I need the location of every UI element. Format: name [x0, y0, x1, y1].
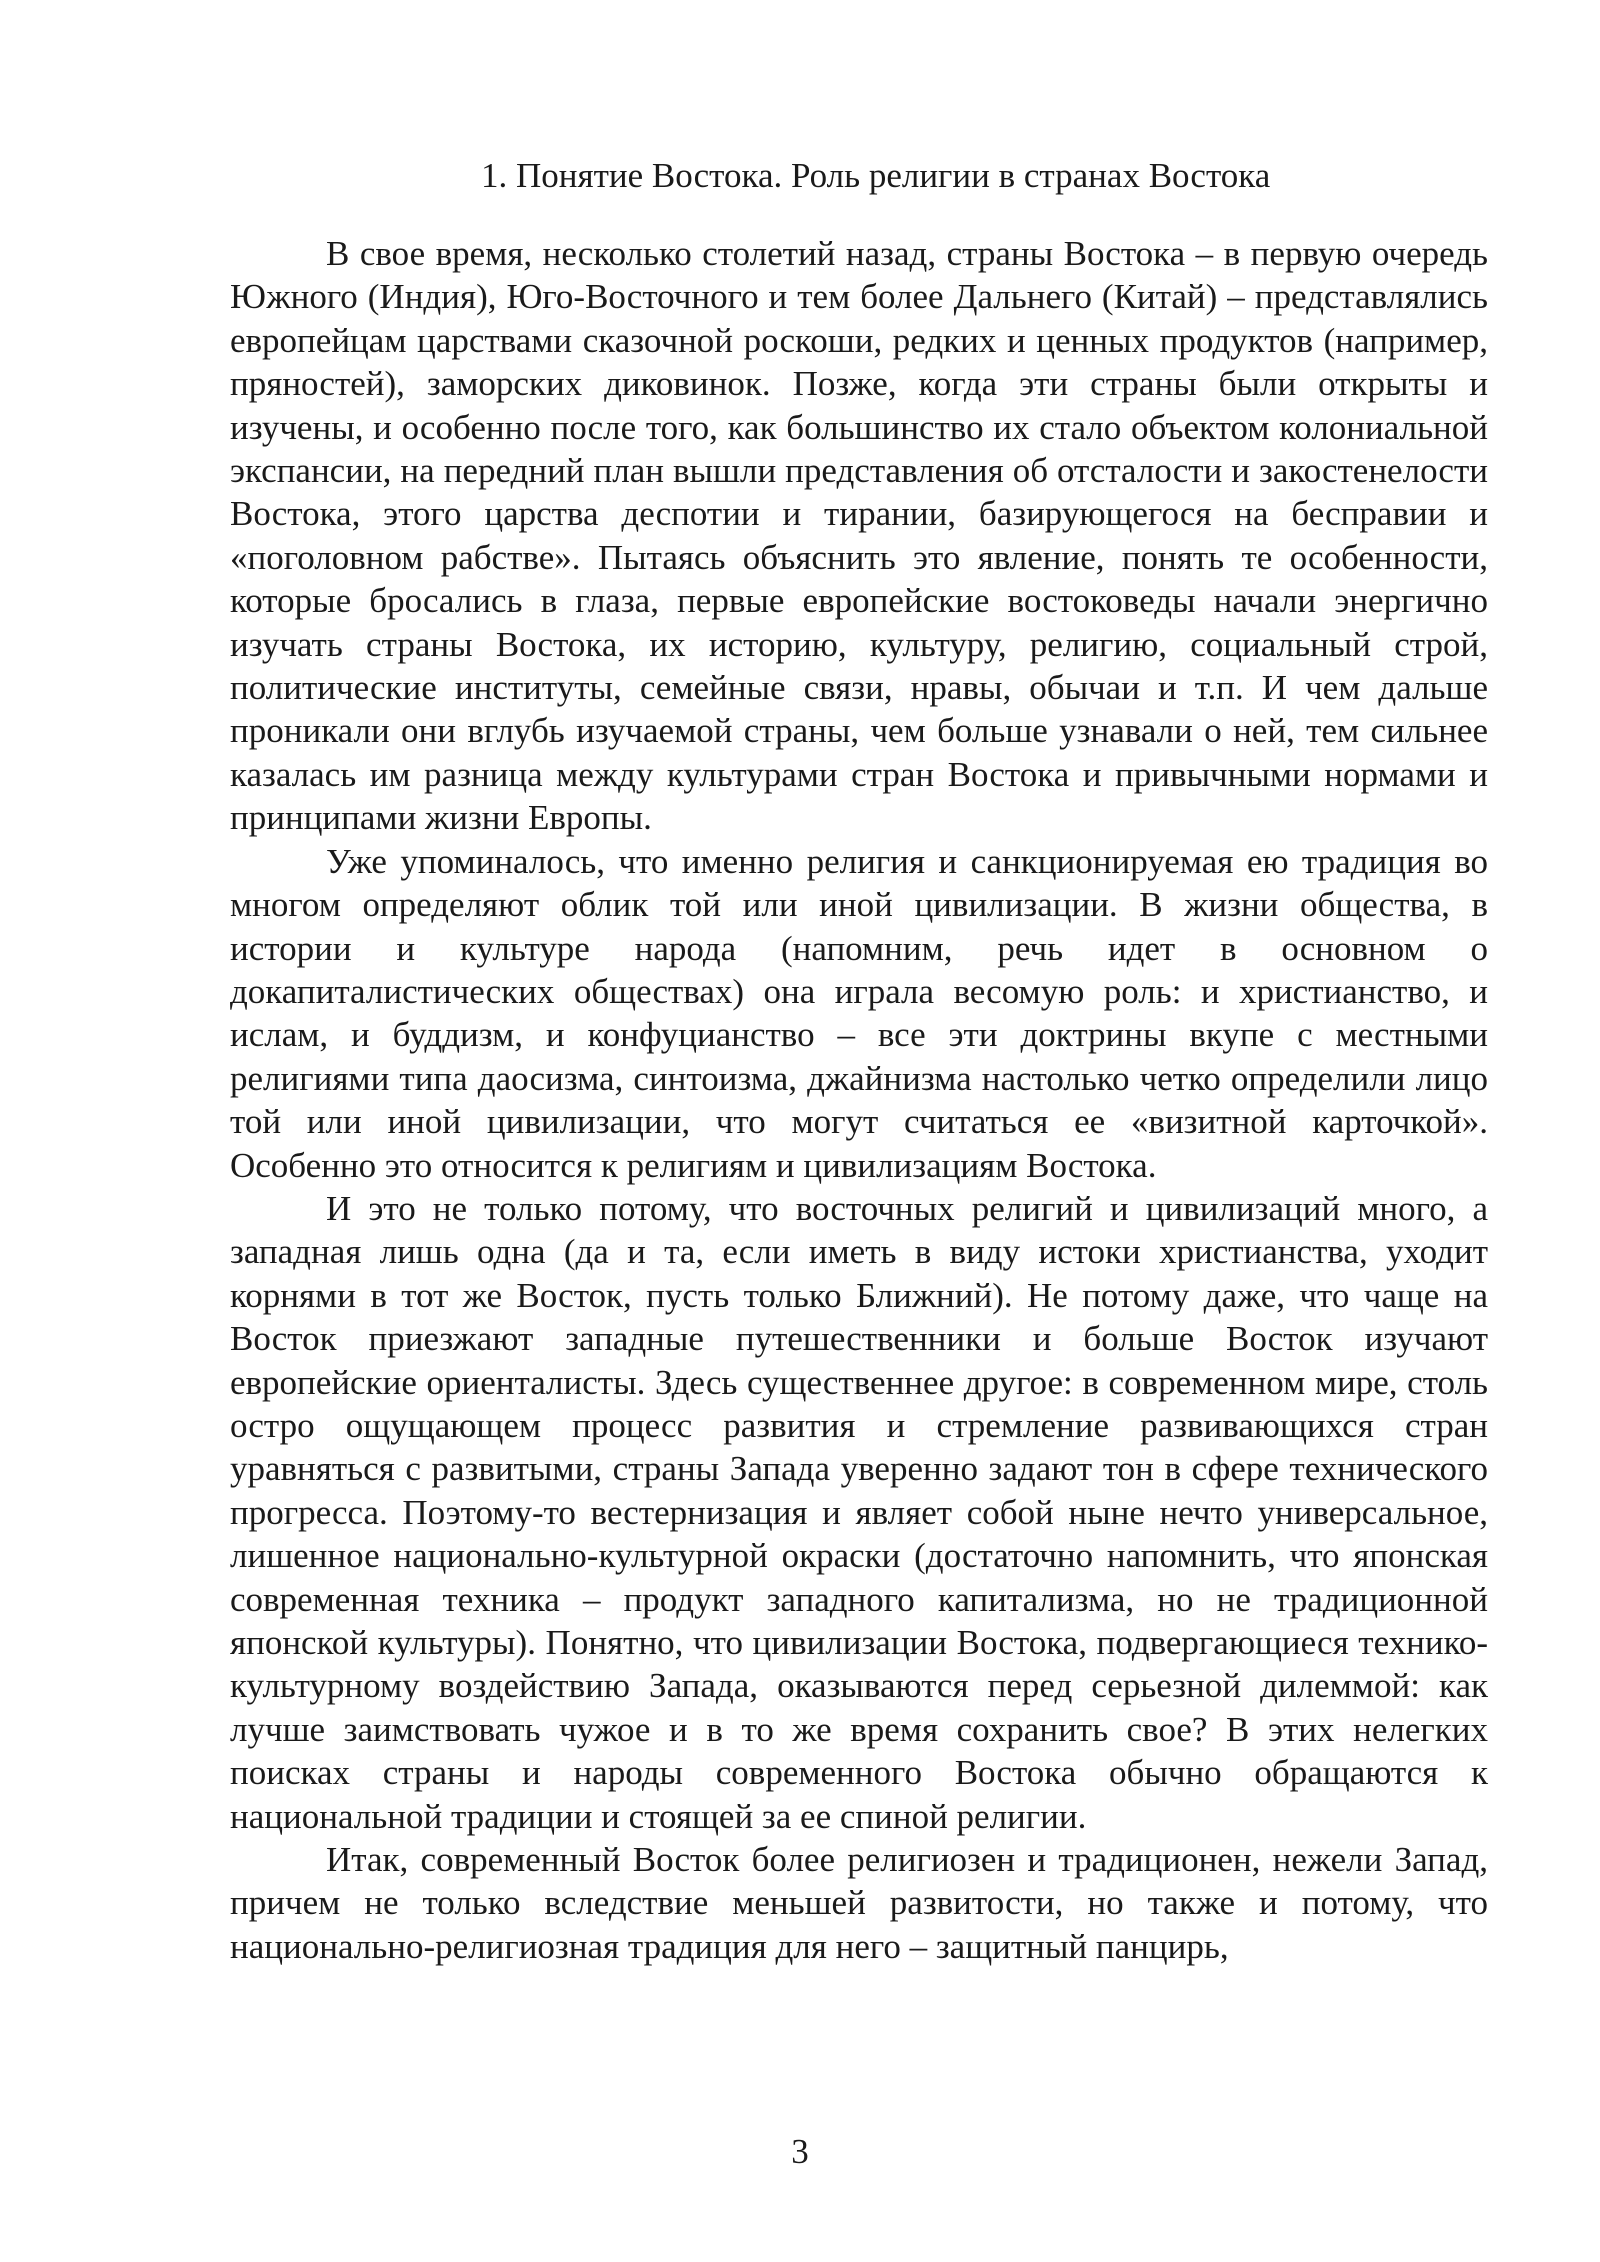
page-number: 3	[791, 2132, 809, 2171]
body-paragraph: В свое время, несколько столетий назад, страны Востока – в первую очередь Южного (Индия), Юго-Восточного и тем более Дальнего (Китай) – представлялись европейцам царствами сказочной роскоши, редких и ценных продуктов (например, пряностей), заморских диковинок. Позже, когда эти страны были открыты и изучены, и особенно после того, как большинство их стало объектом колониальной экспансии, на передний план вышли представления об отсталости и закостенелости Востока, этого царства деспотии и тирании, базирующегося на бесправии и «поголовном рабстве». Пытаясь объяснить это явление, понять те особенности, которые бросались в глаза, первые европейские востоковеды начали энергично изучать страны Востока, их историю, культуру, религию, социальный строй, политические институты, семейные связи, нравы, обычаи и т.п. И чем дальше проникали они вглубь изучаемой страны, чем больше узнавали о ней, тем сильнее казалась им разница между культурами стран Востока и привычными нормами и принципами жизни Европы.	[230, 234, 1488, 838]
body-paragraph: Итак, современный Восток более религиозен и традиционен, нежели Запад, причем не только вследствие меньшей развитости, но также и потому, что национально-религиозная традиция для него – защитный панцирь,	[230, 1840, 1488, 1966]
page-content	[230, 152, 1488, 1968]
body-paragraph: И это не только потому, что восточных религий и цивилизаций много, а западная лишь одна (да и та, если иметь в виду истоки христианства, уходит корнями в тот же Восток, пусть только Ближний). Не потому даже, что чаще на Восток приезжают западные путешественники и больше Восток изучают европейские ориенталисты. Здесь существеннее другое: в современном мире, столь остро ощущающем процесс развития и стремление развивающихся стран уравняться с развитыми, страны Запада уверенно задают тон в сфере технического прогресса. Поэтому-то вестернизация и являет собой ныне нечто универсальное, лишенное национально-культурной окраски (достаточно напомнить, что японская современная техника – продукт западного капитализма, но не традиционной японской культуры). Понятно, что цивилизации Востока, подвергающиеся технико-культурному воздействию Запада, оказываются перед серьезной дилеммой: как лучше заимствовать чужое и в то же время сохранить свое? В этих нелегких поисках страны и народы современного Востока обычно обращаются к национальной традиции и стоящей за ее спиной религии.	[230, 1188, 1488, 1836]
section-title: 1. Понятие Востока. Роль религии в странах Востока	[481, 156, 1271, 195]
body-paragraph: Уже упоминалось, что именно религия и санкционируемая ею традиция во многом определяют облик той или иной цивилизации. В жизни общества, в истории и культуре народа (напомним, речь идет в основном о докапиталистических обществах) она играла весомую роль: и христианство, и ислам, и буддизм, и конфуцианство – все эти доктрины вкупе с местными религиями типа даосизма, синтоизма, джайнизма настолько четко определили лицо той или иной цивилизации, что могут считаться ее «визитной карточкой». Особенно это относится к религиям и цивилизациям Востока.	[230, 841, 1488, 1185]
